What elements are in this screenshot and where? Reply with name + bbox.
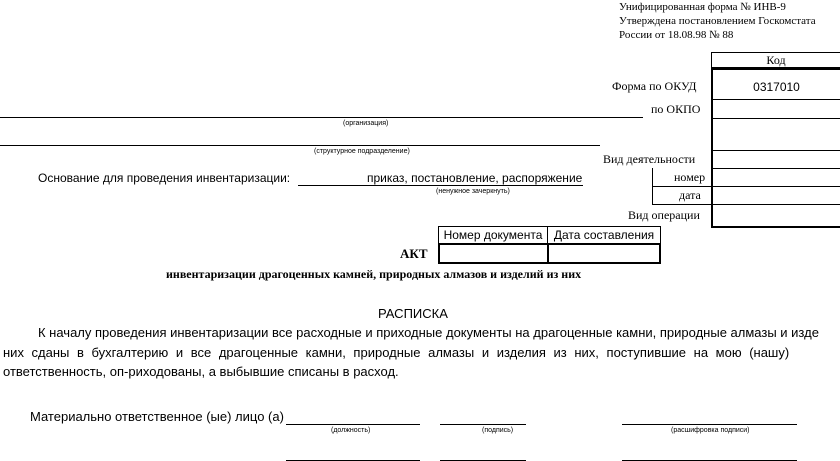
number-label: номер (674, 170, 706, 184)
number-row-bottom (652, 186, 840, 187)
division-hint: (структурное подразделение) (314, 148, 410, 155)
approval-date: России от 18.08.98 № 88 (619, 29, 734, 41)
position-line[interactable] (286, 424, 420, 425)
receipt-title: РАСПИСКА (378, 306, 448, 321)
basis-line[interactable] (298, 185, 583, 186)
date-label: дата (679, 188, 701, 202)
receipt-line-2: них сданы в бухгалтерию и все драгоценные камни, природные алмазы и изделия из них, поступившие на мою (нашу) (3, 345, 790, 360)
position-hint: (должность) (331, 427, 371, 434)
kod-header: Код (766, 53, 786, 67)
signature-hint: (подпись) (482, 427, 514, 434)
form-name: Унифицированная форма № ИНВ-9 (619, 1, 786, 13)
signature-line[interactable] (440, 424, 526, 425)
kod-header-cell (711, 52, 840, 68)
doc-number-value-cell[interactable] (438, 243, 548, 264)
signature-label: Материально ответственное (ые) лицо (а) (30, 409, 284, 424)
operation-label: Вид операции (628, 208, 700, 222)
organization-hint: (организация) (343, 120, 389, 127)
act-title: АКТ (400, 246, 428, 261)
approval-text: Утверждена постановлением Госкомстата (619, 15, 816, 27)
okud-label: Форма по ОКУД (612, 79, 697, 93)
okpo-row-divider (711, 118, 840, 119)
doc-date-value-cell[interactable] (547, 243, 661, 264)
basis-label: Основание для проведения инвентаризации: (38, 171, 291, 185)
code-column-left-border (711, 100, 713, 228)
operation-row-bottom (711, 226, 840, 228)
receipt-line-3: ответственность, оп-риходованы, а выбывшие списаны в расход. (3, 364, 399, 379)
basis-value: приказ, постановление, распоряжение (367, 171, 583, 185)
okud-value-cell[interactable] (711, 68, 840, 100)
okpo-label: по ОКПО (651, 102, 701, 116)
activity-row-bottom (711, 168, 840, 169)
doc-number-header: Номер документа (443, 228, 543, 242)
receipt-line-1: К началу проведения инвентаризации все расходные и приходные документы на драгоценные камни, природные алмазы и изде (38, 325, 819, 340)
decoding-hint: (расшифровка подписи) (671, 427, 750, 434)
activity-row-top (711, 150, 840, 151)
activity-label: Вид деятельности (603, 152, 696, 166)
okud-value: 0317010 (753, 80, 800, 94)
date-row-bottom (652, 204, 840, 205)
organization-line[interactable] (0, 117, 643, 118)
division-line[interactable] (0, 145, 600, 146)
doc-date-header-cell (547, 226, 661, 244)
number-date-left-border (652, 168, 653, 204)
decoding-line[interactable] (622, 424, 797, 425)
doc-number-header-cell (438, 226, 548, 244)
basis-hint: (ненужное зачеркнуть) (436, 188, 510, 195)
act-subtitle: инвентаризации драгоценных камней, природных алмазов и изделий из них (166, 267, 582, 281)
doc-date-header: Дата составления (553, 228, 655, 242)
